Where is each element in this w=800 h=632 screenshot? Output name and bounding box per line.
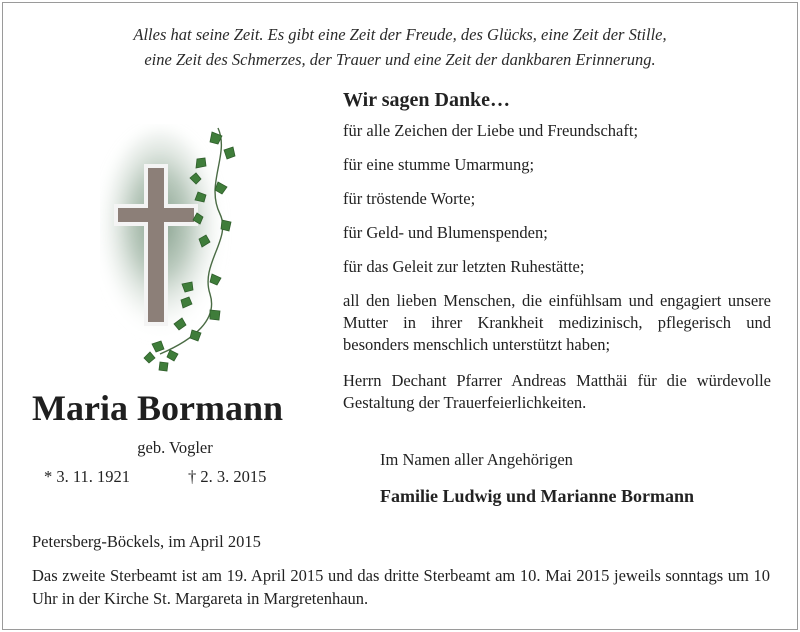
mass-notice: Das zweite Sterbeamt ist am 19. April 2015 und das dritte Sterbeamt am 10. Mai 2015 jeweils sonntags um 10 Uhr in der Kirche St. Margareta in Margretenhaun. xyxy=(32,566,770,608)
birth-date: * 3. 11. 1921 xyxy=(44,467,131,486)
thanks-item: all den lieben Menschen, die einfühlsam und engagiert unsere Mutter in ihrer Krankheit medizinisch, pflegerisch und besonders menschlich unterstützt haben; xyxy=(343,291,771,354)
thanks-item: für Geld- und Blumenspenden; xyxy=(343,223,548,242)
thanks-item: für tröstende Worte; xyxy=(343,189,476,208)
deceased-name: Maria Bormann xyxy=(32,388,283,428)
family-name: Familie Ludwig und Marianne Bormann xyxy=(380,486,695,506)
motto xyxy=(0,22,800,72)
signature-intro: Im Namen aller Angehörigen xyxy=(380,450,573,469)
cross-with-ivy-image xyxy=(100,124,300,374)
thanks-section xyxy=(343,86,771,428)
motto-line-1: Alles hat seine Zeit. Es gibt eine Zeit der Freude, des Glücks, eine Zeit der Stille, xyxy=(133,25,667,44)
thanks-item: für alle Zeichen der Liebe und Freundschaft; xyxy=(343,121,639,140)
thanks-heading: Wir sagen Danke… xyxy=(343,89,511,111)
thanks-item: für das Geleit zur letzten Ruhestätte; xyxy=(343,257,585,276)
birth-name: geb. Vogler xyxy=(137,438,213,457)
thanks-item: für eine stumme Umarmung; xyxy=(343,155,535,174)
thanks-item: Herrn Dechant Pfarrer Andreas Matthäi für die würdevolle Gestaltung der Trauerfeierlichkeiten. xyxy=(343,371,771,412)
motto-line-2: eine Zeit des Schmerzes, der Trauer und eine Zeit der dankbaren Erinnerung. xyxy=(144,50,656,69)
cross-icon xyxy=(100,124,300,374)
death-date: † 2. 3. 2015 xyxy=(188,467,267,486)
place-date: Petersberg-Böckels, im April 2015 xyxy=(32,532,261,551)
signature-block xyxy=(380,448,780,510)
